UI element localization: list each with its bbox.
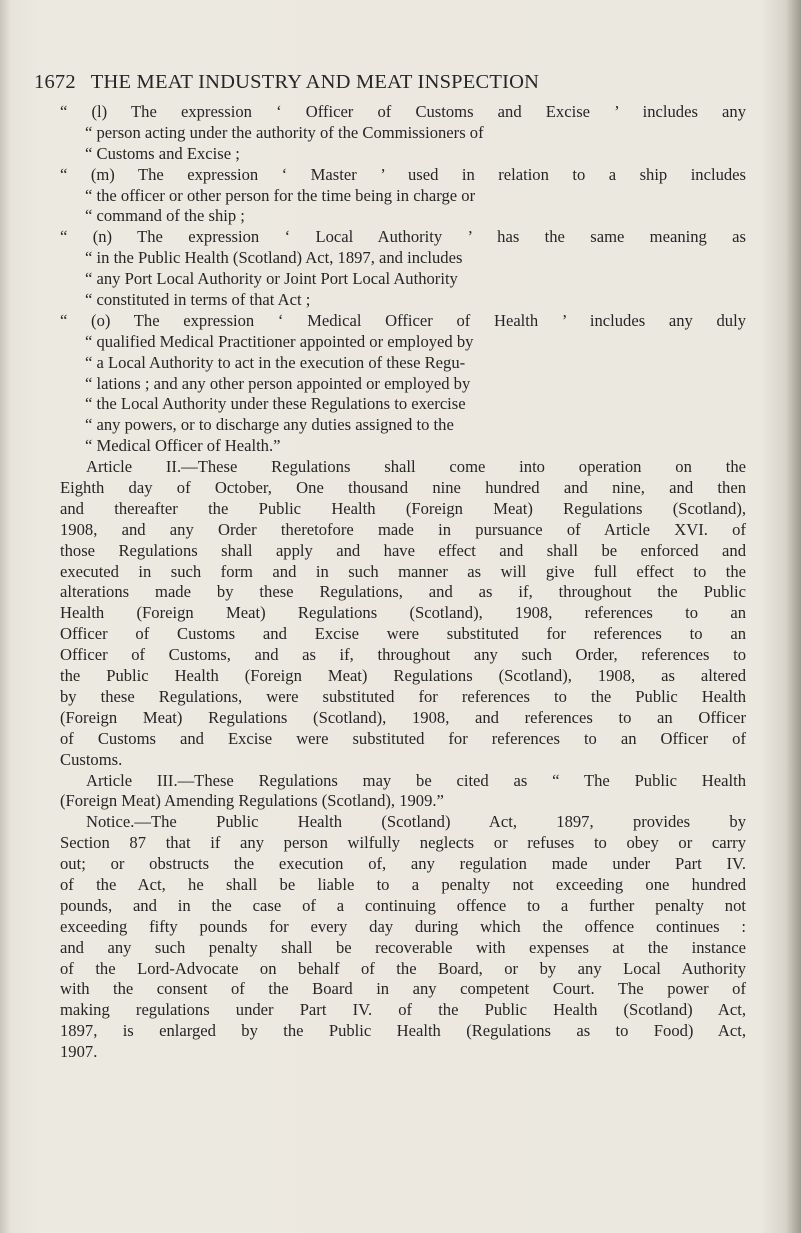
text-line: Officer of Customs, and as if, throughout any such Order, references to <box>60 645 746 665</box>
page-number: 1672 <box>34 71 76 93</box>
text-line: “ any Port Local Authority or Joint Port Local Authority <box>85 269 458 289</box>
text-line: and any such penalty shall be recoverable with expenses at the instance <box>60 937 746 957</box>
page-left-edge <box>0 0 10 1233</box>
text-line: (Foreign Meat) Regulations (Scotland), 1908, and references to an Officer <box>60 707 746 727</box>
text-line: by these Regulations, were substituted for references to the Public Health <box>60 686 746 706</box>
text-line: “ lations ; and any other person appointed or employed by <box>85 373 471 393</box>
text-line: executed in such form and in such manner as will give full effect to the <box>60 561 746 581</box>
text-line: alterations made by these Regulations, and as if, throughout the Public <box>60 582 746 602</box>
text-line: “ constituted in terms of that Act ; <box>85 290 311 310</box>
text-line: “ command of the ship ; <box>85 206 245 226</box>
text-line: Health (Foreign Meat) Regulations (Scotland), 1908, references to an <box>60 603 746 623</box>
text-line: “ Customs and Excise ; <box>85 143 240 163</box>
text-line: with the consent of the Board in any competent Court. The power of <box>60 979 746 999</box>
text-line: making regulations under Part IV. of the Public Health (Scotland) Act, <box>60 1000 746 1020</box>
text-line: and thereafter the Public Health (Foreign Meat) Regulations (Scotland), <box>60 498 746 518</box>
text-line: “ a Local Authority to act in the execution of these Regu- <box>85 352 466 372</box>
page-right-edge <box>787 0 801 1233</box>
text-line: 1908, and any Order theretofore made in pursuance of Article XVI. of <box>60 519 746 539</box>
text-line: those Regulations shall apply and have effect and shall be enforced and <box>60 540 746 560</box>
text-line: “ in the Public Health (Scotland) Act, 1897, and includes <box>85 248 463 268</box>
text-line: 1907. <box>60 1042 98 1062</box>
running-title: THE MEAT INDUSTRY AND MEAT INSPECTION <box>90 71 540 93</box>
text-line: “ (o) The expression ‘ Medical Officer of Health ’ includes any duly <box>60 310 746 330</box>
text-line: “ the officer or other person for the time being in charge or <box>85 185 476 205</box>
text-line: of the Lord-Advocate on behalf of the Board, or by any Local Authority <box>60 958 746 978</box>
text-line: “ (m) The expression ‘ Master ’ used in relation to a ship includes <box>60 164 746 184</box>
text-line: Article II.—These Regulations shall come into operation on the <box>86 457 746 477</box>
text-line: Section 87 that if any person wilfully neglects or refuses to obey or carry <box>60 833 746 853</box>
text-line: 1897, is enlarged by the Public Health (Regulations as to Food) Act, <box>60 1021 746 1041</box>
text-line: Customs. <box>60 749 123 769</box>
text-line: “ person acting under the authority of the Commissioners of <box>85 122 484 142</box>
text-line: “ the Local Authority under these Regulations to exercise <box>85 394 466 414</box>
text-line: “ (l) The expression ‘ Officer of Customs and Excise ’ includes any <box>60 102 746 121</box>
running-header <box>34 71 539 94</box>
text-line: (Foreign Meat) Amending Regulations (Scotland), 1909.” <box>60 791 444 811</box>
text-line: the Public Health (Foreign Meat) Regulations (Scotland), 1908, as altered <box>60 666 746 686</box>
text-line: “ any powers, or to discharge any duties assigned to the <box>85 415 454 435</box>
text-line: Eighth day of October, One thousand nine hundred and nine, and then <box>60 478 746 498</box>
text-line: of the Act, he shall be liable to a penalty not exceeding one hundred <box>60 874 746 894</box>
text-line: Article III.—These Regulations may be cited as “ The Public Health <box>86 770 746 790</box>
page-body-text <box>60 102 746 1063</box>
text-line: “ qualified Medical Practitioner appointed or employed by <box>85 331 474 351</box>
text-line: Officer of Customs and Excise were substituted for references to an <box>60 624 746 644</box>
text-line: pounds, and in the case of a continuing offence to a further penalty not <box>60 895 746 915</box>
text-line: of Customs and Excise were substituted for references to an Officer of <box>60 728 746 748</box>
text-line: out; or obstructs the execution of, any regulation made under Part IV. <box>60 854 746 874</box>
text-line: “ Medical Officer of Health.” <box>85 436 281 456</box>
text-line: “ (n) The expression ‘ Local Authority ’ has the same meaning as <box>60 227 746 247</box>
text-line: Notice.—The Public Health (Scotland) Act, 1897, provides by <box>86 812 746 832</box>
text-line: exceeding fifty pounds for every day during which the offence continues : <box>60 916 746 936</box>
